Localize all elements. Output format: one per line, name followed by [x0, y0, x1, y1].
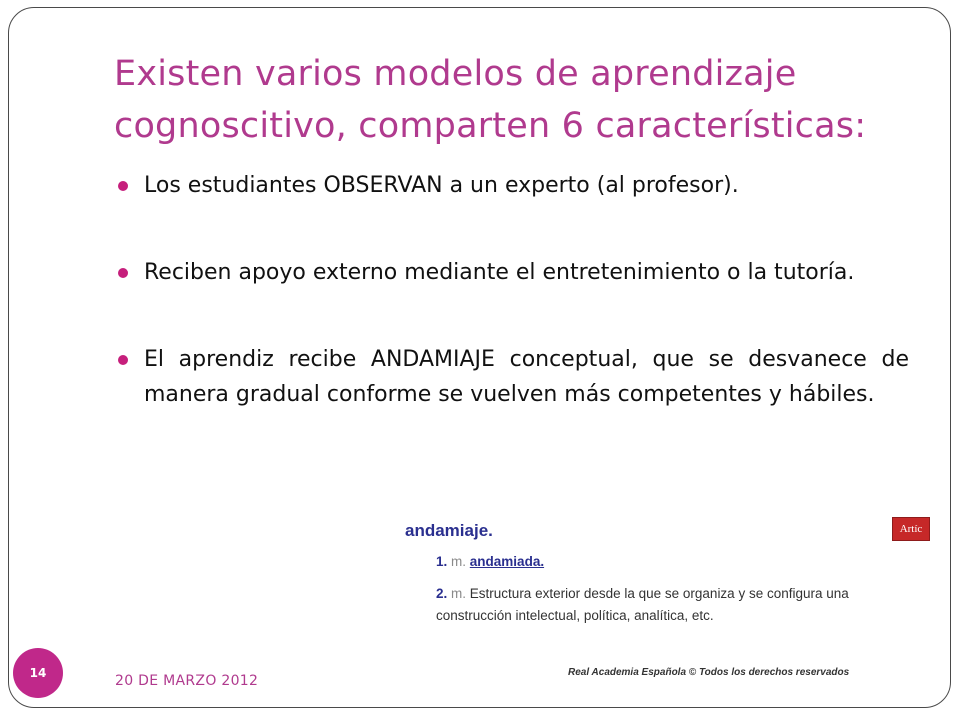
definition-2: [436, 583, 926, 627]
definition-link[interactable]: andamiada.: [469, 554, 545, 569]
bullet-list: [116, 168, 909, 412]
slide-date: 20 DE MARZO 2012: [115, 673, 259, 689]
definition-abbr: m.: [451, 586, 467, 601]
dictionary-headword: andamiaje.: [405, 521, 493, 540]
dictionary-excerpt: [392, 513, 930, 678]
definition-1: [436, 551, 544, 573]
definition-abbr: m.: [451, 554, 467, 569]
definition-number: 1.: [436, 554, 448, 569]
slide-frame: [8, 7, 951, 708]
bullet-text: Reciben apoyo externo mediante el entretenimiento o la tutoría.: [144, 260, 855, 285]
bullet-dot-icon: [118, 181, 128, 191]
copyright-notice: Real Academia Española © Todos los derechos reservados: [568, 667, 850, 678]
bullet-item: [116, 342, 909, 412]
bullet-dot-icon: [118, 355, 128, 365]
bullet-dot-icon: [118, 268, 128, 278]
slide-title: Existen varios modelos de aprendizaje cognoscitivo, comparten 6 características:: [114, 54, 867, 146]
slide-number-badge: 14: [13, 648, 63, 698]
bullet-text: Los estudiantes OBSERVAN a un experto (al profesor).: [144, 173, 739, 198]
definition-number: 2.: [436, 586, 448, 601]
bullet-item: [116, 255, 909, 290]
bullet-text: El aprendiz recibe ANDAMIAJE conceptual, que se desvanece de manera gradual conforme se vuelven más competentes y hábiles.: [144, 347, 909, 407]
article-badge[interactable]: Artíc: [892, 517, 930, 541]
definition-text: Estructura exterior desde la que se organiza y se configura una construcción intelectual, política, analítica, etc.: [436, 586, 849, 623]
bullet-item: [116, 168, 909, 203]
